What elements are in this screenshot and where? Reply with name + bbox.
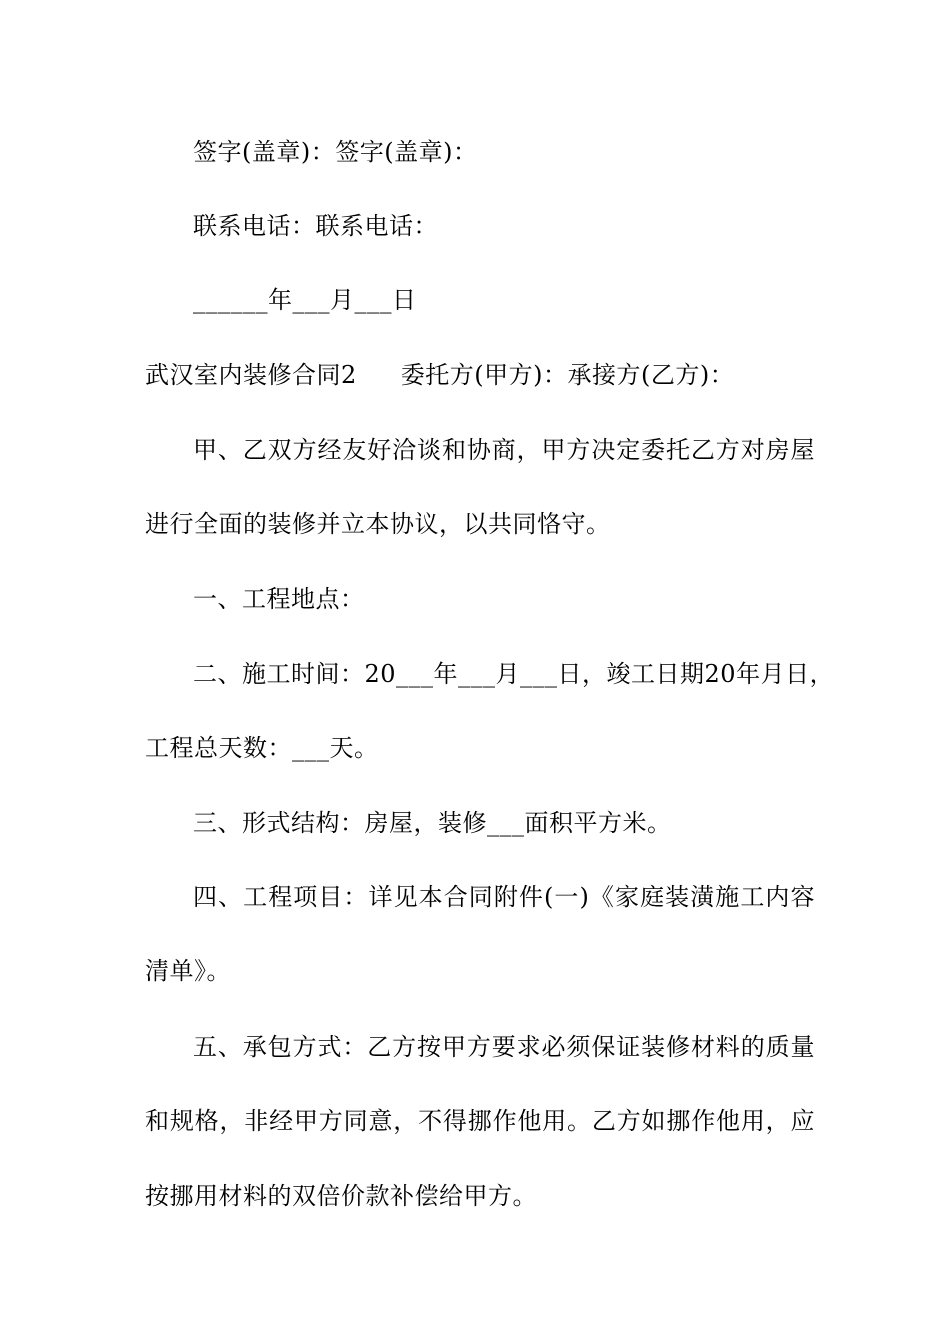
clause-2-line-1 [193,658,835,690]
clause-1-text: 一、工程地点： [193,585,365,613]
paragraph-intro-line-1 [193,434,815,466]
clause-5-text-3: 按挪用材料的双倍价款补偿给甲方。 [145,1182,537,1210]
clause-5-line-2 [145,1105,815,1137]
clause-4-line-1 [193,881,815,913]
contact-phone-text: 联系电话：联系电话： [193,212,438,240]
date-text: ______年___月___日 [193,286,417,314]
clause-5-text-1: 五、承包方式：乙方按甲方要求必须保证装修材料的质量 [193,1033,815,1061]
date-line [193,284,815,316]
clause-5-line-1 [193,1031,815,1063]
contract-title: 武汉室内装修合同2 [145,361,357,389]
clause-1-line [193,583,815,615]
clause-4-text-2: 清单》。 [145,957,231,985]
signature-text: 签字(盖章)：签字(盖章)： [193,138,478,166]
clause-2-text-2: 工程总天数：___天。 [145,734,379,762]
signature-line [193,136,815,168]
clause-3-text: 三、形式结构：房屋，装修___面积平方米。 [193,809,672,837]
clause-5-line-3 [145,1180,815,1212]
clause-4-text-1: 四、工程项目：详见本合同附件(一)《家庭装潢施工内容 [193,883,815,911]
paragraph-intro-text-1: 甲、乙双方经友好洽谈和协商，甲方决定委托乙方对房屋 [193,436,815,464]
clause-4-line-2 [145,955,815,987]
contract-title-line [145,359,815,391]
parties-text: 委托方(甲方)：承接方(乙方)： [400,361,735,389]
paragraph-intro-text-2: 进行全面的装修并立本协议，以共同恪守。 [145,510,611,538]
clause-2-line-2 [145,732,815,764]
clause-2-text-1: 二、施工时间：20___年___月___日，竣工日期20年月日， [193,660,835,688]
contact-phone-line [193,210,815,242]
clause-3-line [193,807,815,839]
clause-5-text-2: 和规格，非经甲方同意，不得挪作他用。乙方如挪作他用，应 [145,1107,815,1135]
paragraph-intro-line-2 [145,508,815,540]
